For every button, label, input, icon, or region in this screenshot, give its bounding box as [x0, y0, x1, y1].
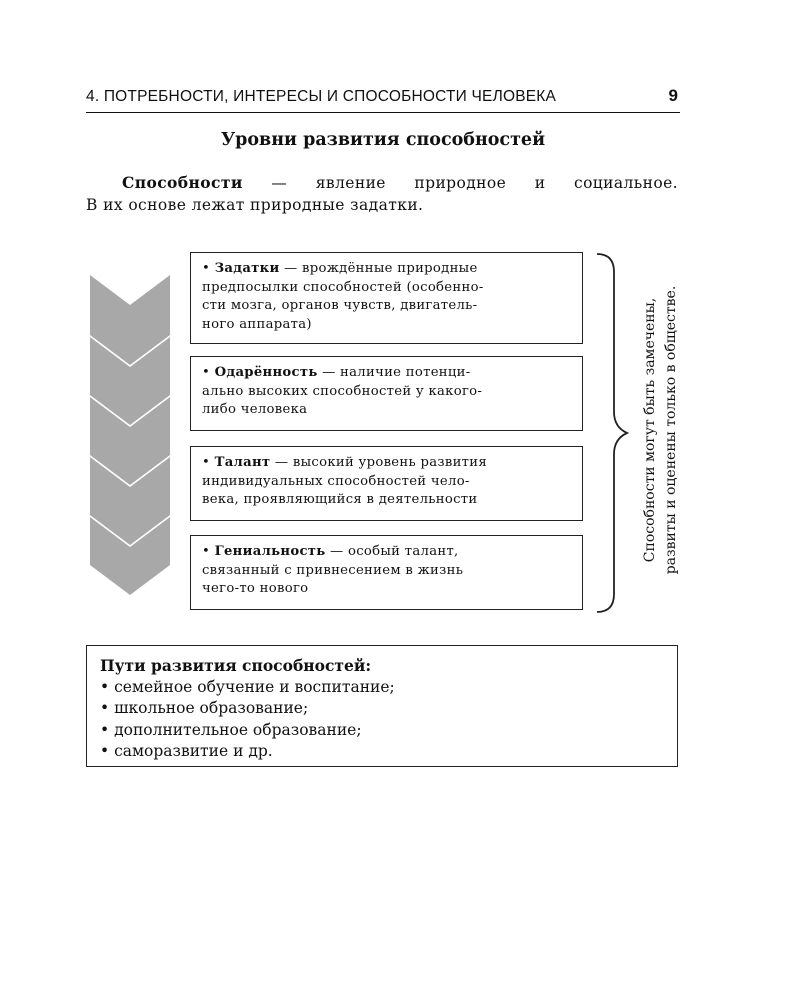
list-item: • саморазвитие и др.	[100, 741, 665, 763]
list-item: • семейное обучение и воспитание;	[100, 677, 665, 699]
intro-line2: В их основе лежат природные задатки.	[86, 196, 424, 214]
chapter-title: 4. ПОТРЕБНОСТИ, ИНТЕРЕСЫ И СПОСОБНОСТИ ЧЕЛОВЕКА	[86, 88, 557, 105]
chevron-arrow-graphic	[90, 275, 170, 597]
level-line: сти мозга, органов чувств, двигатель-	[202, 298, 478, 313]
level-line: — высокий уровень развития	[270, 455, 487, 470]
side-note-line2: развиты и оценены только в обществе.	[663, 285, 679, 575]
ways-list	[100, 677, 665, 763]
level-term: Талант	[214, 455, 271, 470]
section-title: Уровни развития способностей	[220, 130, 546, 150]
page-number: 9	[668, 86, 678, 105]
development-ways-box	[86, 645, 678, 767]
side-note-line1: Способности могут быть замечены,	[642, 297, 658, 563]
intro-line1: — явление природное и социальное.	[242, 174, 678, 192]
level-box-talant: • Талант — высокий уровень развития индивидуальных способностей чело- века, проявляющийся в деятельности	[190, 446, 583, 521]
intro-term: Способности	[122, 173, 243, 192]
level-term: Гениальность	[214, 544, 326, 559]
list-item: • школьное образование;	[100, 698, 665, 720]
level-line: ально высоких способностей у какого-	[202, 383, 483, 399]
level-line: предпосылки способностей (особенно-	[202, 279, 484, 295]
level-line: — особый талант,	[325, 544, 459, 559]
level-line: чего-то нового	[202, 581, 309, 596]
page-header	[86, 86, 680, 113]
level-box-zadatki: • Задатки — врождённые природные предпосылки способностей (особенно- сти мозга, органов чувств, двигатель- ного аппарата)	[190, 252, 583, 344]
level-term: Задатки	[214, 261, 280, 276]
level-line: века, проявляющийся в деятельности	[202, 492, 478, 507]
level-box-odarennost: • Одарённость — наличие потенци- ально высоких способностей у какого- либо человека	[190, 356, 583, 431]
side-note	[636, 270, 686, 590]
level-term: Одарённость	[214, 365, 318, 380]
list-item: • дополнительное образование;	[100, 720, 665, 742]
level-line: — врождённые природные	[279, 261, 478, 276]
level-line: индивидуальных способностей чело-	[202, 473, 470, 489]
level-box-genialnost: • Гениальность — особый талант, связанный с привнесением в жизнь чего-то нового	[190, 535, 583, 610]
level-line: — наличие потенци-	[317, 365, 471, 380]
level-line: связанный с привнесением в жизнь	[202, 562, 464, 578]
curly-brace-icon	[594, 252, 630, 614]
level-line: либо человека	[202, 402, 308, 417]
ways-title: Пути развития способностей:	[100, 656, 372, 675]
level-line: ного аппарата)	[202, 316, 312, 332]
intro-paragraph	[86, 172, 678, 216]
